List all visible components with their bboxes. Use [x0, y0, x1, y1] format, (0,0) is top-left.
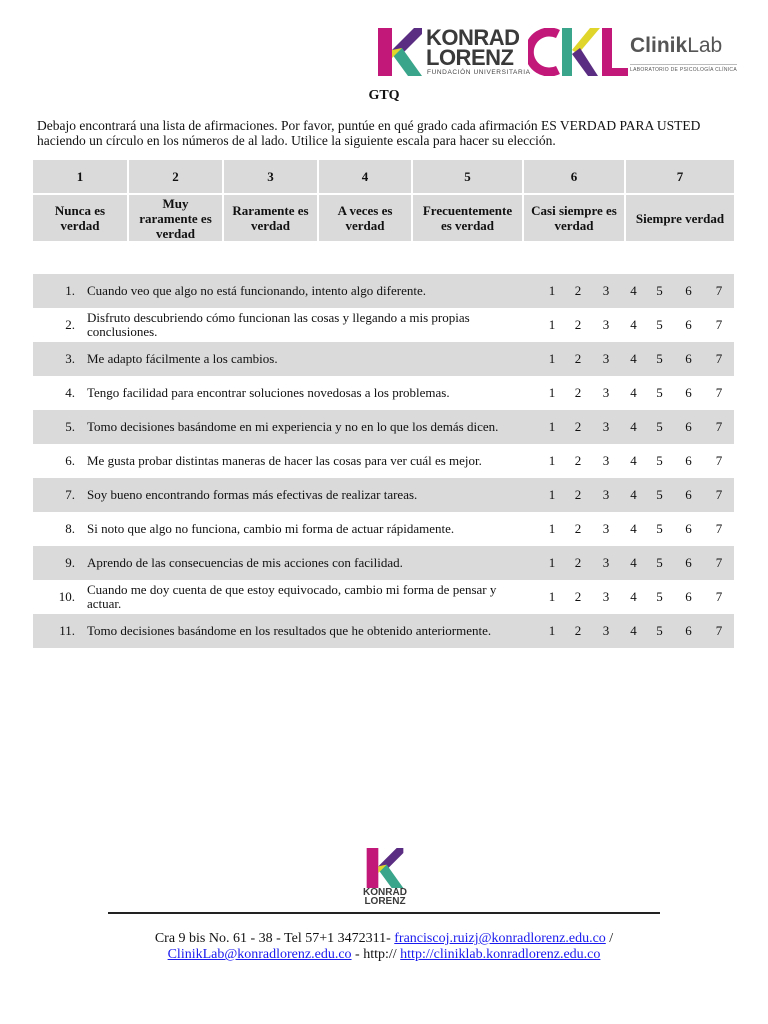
scale-labels-row [33, 194, 734, 241]
questionnaire-item-row [33, 274, 734, 308]
rating-option[interactable]: 1 [539, 614, 565, 648]
item-number: 6. [65, 453, 75, 468]
rating-option[interactable]: 5 [646, 410, 673, 444]
scale-number: 2 [128, 160, 223, 194]
rating-option[interactable]: 3 [591, 410, 621, 444]
rating-option[interactable]: 1 [548, 453, 556, 468]
rating-option[interactable]: 6 [673, 410, 704, 444]
rating-option[interactable]: 5 [646, 614, 673, 648]
footer-contact-line1 [0, 931, 768, 947]
rating-option[interactable]: 5 [656, 385, 663, 400]
rating-option[interactable]: 7 [704, 614, 734, 648]
rating-option[interactable]: 1 [548, 317, 556, 332]
header-logos [378, 25, 737, 80]
rating-option[interactable]: 7 [704, 410, 734, 444]
rating-option[interactable]: 2 [565, 546, 591, 580]
rating-option[interactable]: 5 [656, 453, 663, 468]
item-statement: Tomo decisiones basándome en mi experiencia y no en lo que los demás dicen. [87, 410, 539, 444]
questionnaire-item-row [33, 580, 734, 614]
rating-option[interactable]: 3 [591, 546, 621, 580]
rating-option[interactable]: 1 [548, 385, 556, 400]
rating-option[interactable]: 6 [685, 589, 692, 604]
rating-option[interactable]: 4 [630, 589, 637, 604]
rating-option[interactable]: 3 [602, 453, 610, 468]
footer-divider [108, 912, 660, 914]
item-number: 7. [33, 478, 87, 512]
item-statement: Soy bueno encontrando formas más efectivas de realizar tareas. [87, 478, 539, 512]
rating-option[interactable]: 5 [646, 342, 673, 376]
rating-option[interactable]: 4 [621, 410, 646, 444]
rating-option[interactable]: 6 [685, 385, 692, 400]
cliniklab-email-link[interactable]: ClinikLab@konradlorenz.edu.co [167, 947, 352, 962]
scale-number: 4 [318, 160, 412, 194]
rating-option[interactable]: 5 [646, 478, 673, 512]
rating-option[interactable]: 3 [591, 614, 621, 648]
rating-option[interactable]: 4 [630, 317, 637, 332]
rating-option[interactable]: 7 [704, 342, 734, 376]
footer-logo [362, 848, 408, 910]
questionnaire-item-row [33, 376, 734, 410]
scale-number: 7 [625, 160, 734, 194]
scale-label: Raramente es verdad [223, 194, 318, 241]
rating-option[interactable]: 2 [574, 385, 582, 400]
item-number: 11. [33, 614, 87, 648]
rating-option[interactable]: 7 [704, 478, 734, 512]
questionnaire-item-row [33, 546, 734, 580]
questionnaire-items-table [33, 274, 734, 648]
questionnaire-item-row [33, 410, 734, 444]
item-statement: Cuando veo que algo no está funcionando, intento algo diferente. [87, 274, 539, 308]
instructions-paragraph: Debajo encontrará una lista de afirmaciones. Por favor, puntúe en qué grado cada afirmación ES VERDAD PARA USTED haciendo un círculo en los números de al lado. Utilice la siguiente escala para hacer su elección. [37, 118, 701, 148]
rating-option[interactable]: 6 [685, 317, 692, 332]
questionnaire-item-row [33, 512, 734, 546]
footer-logo-line2: LORENZ [364, 896, 406, 907]
questionnaire-item-row [33, 308, 734, 342]
ckl-logo-icon [528, 28, 628, 76]
rating-option[interactable]: 3 [602, 317, 610, 332]
item-statement: Me adapto fácilmente a los cambios. [87, 342, 539, 376]
scale-number: 3 [223, 160, 318, 194]
contact-email-link[interactable]: franciscoj.ruizj@konradlorenz.edu.co [394, 931, 606, 946]
item-number: 2. [65, 317, 75, 332]
item-statement: Disfruto descubriendo cómo funcionan las cosas y llegando a mis propias conclusiones. [87, 310, 470, 339]
rating-option[interactable]: 2 [574, 521, 582, 536]
rating-option[interactable]: 1 [539, 478, 565, 512]
rating-option[interactable]: 4 [630, 453, 637, 468]
rating-option[interactable]: 1 [539, 410, 565, 444]
rating-option[interactable]: 4 [621, 546, 646, 580]
scale-label: Nunca es verdad [33, 194, 128, 241]
rating-option[interactable]: 3 [591, 274, 621, 308]
item-statement: Si noto que algo no funciona, cambio mi forma de actuar rápidamente. [87, 521, 455, 536]
rating-option[interactable]: 3 [591, 478, 621, 512]
item-number: 10. [58, 589, 75, 604]
footer-logo-text [362, 888, 408, 906]
questionnaire-item-row [33, 478, 734, 512]
cliniklab-website-link[interactable]: http://cliniklab.konradlorenz.edu.co [400, 947, 601, 962]
rating-option[interactable]: 5 [656, 317, 663, 332]
scale-label: Muy raramente es verdad [128, 194, 223, 241]
cliniklab-bold: Clinik [630, 34, 688, 57]
item-number: 3. [33, 342, 87, 376]
item-number: 8. [65, 521, 75, 536]
item-number: 1. [33, 274, 87, 308]
rating-option[interactable]: 2 [565, 410, 591, 444]
cliniklab-rest: Lab [687, 34, 723, 57]
rating-option[interactable]: 2 [574, 453, 582, 468]
rating-option[interactable]: 4 [630, 521, 637, 536]
rating-option[interactable]: 2 [565, 478, 591, 512]
questionnaire-item-row [33, 444, 734, 478]
rating-option[interactable]: 6 [673, 342, 704, 376]
rating-option[interactable]: 1 [539, 342, 565, 376]
konrad-k-logo-icon [362, 848, 408, 888]
rating-option[interactable]: 7 [715, 521, 723, 536]
rating-option[interactable]: 1 [548, 589, 556, 604]
scale-numbers-row [33, 160, 734, 194]
rating-option[interactable]: 5 [656, 589, 663, 604]
item-number: 9. [33, 546, 87, 580]
rating-option[interactable]: 5 [656, 521, 663, 536]
rating-option[interactable]: 6 [673, 478, 704, 512]
cliniklab-subtext: LABORATORIO DE PSICOLOGÍA CLÍNICA [630, 64, 737, 73]
footer-separator: / [605, 931, 614, 946]
rating-option[interactable]: 3 [602, 385, 610, 400]
rating-option[interactable]: 2 [574, 317, 582, 332]
konrad-logo-text [426, 25, 520, 70]
rating-option[interactable]: 1 [548, 521, 556, 536]
item-number: 4. [65, 385, 75, 400]
item-statement: Tengo facilidad para encontrar soluciones novedosas a los problemas. [87, 385, 450, 400]
rating-option[interactable]: 7 [704, 546, 734, 580]
rating-option[interactable]: 7 [715, 453, 723, 468]
document-title: GTQ [368, 88, 400, 103]
rating-option[interactable]: 7 [704, 274, 734, 308]
rating-option[interactable]: 2 [565, 274, 591, 308]
rating-option[interactable]: 6 [673, 614, 704, 648]
konrad-logo-line1: KONRAD [426, 25, 520, 50]
footer-address: Cra 9 bis No. 61 - 38 - Tel 57+1 3472311- [154, 931, 395, 946]
scale-number: 1 [33, 160, 128, 194]
rating-option[interactable]: 4 [621, 614, 646, 648]
rating-option[interactable]: 6 [673, 274, 704, 308]
rating-option[interactable]: 1 [539, 546, 565, 580]
rating-option[interactable]: 5 [646, 546, 673, 580]
rating-option[interactable]: 6 [685, 453, 692, 468]
scale-label: Frecuentemente es verdad [412, 194, 523, 241]
item-number: 5. [33, 410, 87, 444]
rating-option[interactable]: 2 [565, 614, 591, 648]
item-statement: Tomo decisiones basándome en los resultados que he obtenido anteriormente. [87, 614, 539, 648]
rating-option[interactable]: 3 [591, 342, 621, 376]
rating-option[interactable]: 2 [574, 589, 582, 604]
cliniklab-logo-text [630, 34, 722, 58]
questionnaire-item-row [33, 342, 734, 376]
rating-option[interactable]: 7 [715, 385, 723, 400]
questionnaire-item-row [33, 614, 734, 648]
rating-scale-table [33, 160, 734, 241]
rating-option[interactable]: 4 [630, 385, 637, 400]
rating-option[interactable]: 3 [602, 589, 610, 604]
scale-label: A veces es verdad [318, 194, 412, 241]
scale-label: Siempre verdad [625, 194, 734, 241]
footer-separator: - http:// [351, 947, 401, 962]
rating-option[interactable]: 6 [685, 521, 692, 536]
rating-option[interactable]: 4 [621, 342, 646, 376]
scale-number: 5 [412, 160, 523, 194]
konrad-logo-subtext: FUNDACIÓN UNIVERSITARIA [427, 69, 531, 76]
rating-option[interactable]: 3 [602, 521, 610, 536]
item-statement: Me gusta probar distintas maneras de hacer las cosas para ver cuál es mejor. [87, 453, 482, 468]
rating-option[interactable]: 2 [565, 342, 591, 376]
scale-label: Casi siempre es verdad [523, 194, 625, 241]
scale-number: 6 [523, 160, 625, 194]
item-statement: Cuando me doy cuenta de que estoy equivocado, cambio mi forma de pensar y actuar. [87, 582, 497, 611]
konrad-k-logo-icon [378, 28, 422, 76]
rating-option[interactable]: 4 [621, 274, 646, 308]
rating-option[interactable]: 4 [621, 478, 646, 512]
konrad-logo-line2: LORENZ [426, 45, 514, 70]
rating-option[interactable]: 7 [715, 317, 723, 332]
rating-option[interactable]: 1 [539, 274, 565, 308]
rating-option[interactable]: 7 [715, 589, 723, 604]
item-statement: Aprendo de las consecuencias de mis acciones con facilidad. [87, 546, 539, 580]
rating-option[interactable]: 5 [646, 274, 673, 308]
footer-logo-line1: KONRAD [363, 887, 407, 898]
rating-option[interactable]: 6 [673, 546, 704, 580]
footer-contact-line2 [0, 947, 768, 963]
